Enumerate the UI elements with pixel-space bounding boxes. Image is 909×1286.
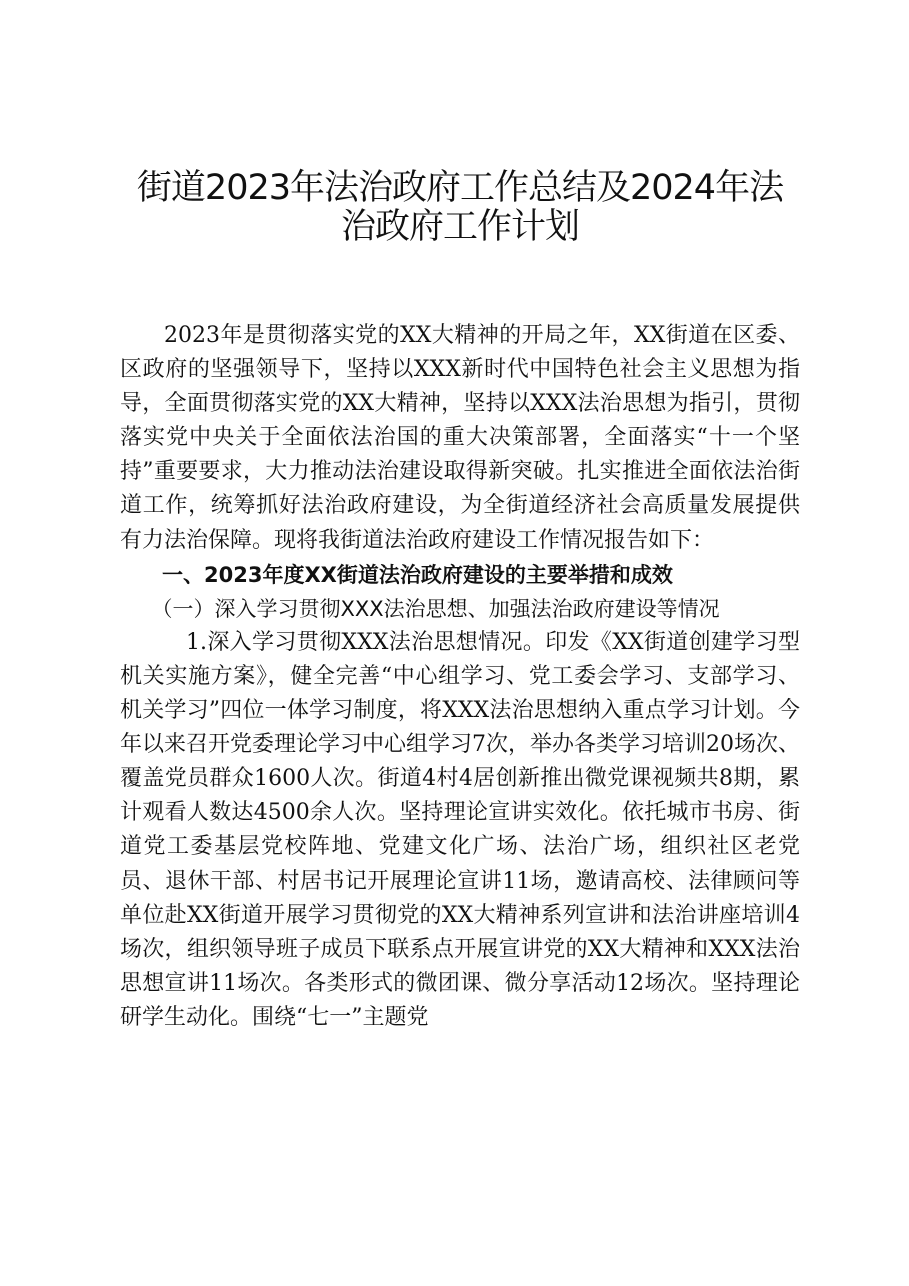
document-body bbox=[120, 319, 800, 1035]
subsection-heading-1: （一）深入学习贯彻XXX法治思想、加强法治政府建设等情况 bbox=[151, 596, 720, 621]
body-paragraph-1: 1.深入学习贯彻XXX法治思想情况。印发《XX街道创建学习型机关实施方案》，健全完善“中心组学习、党工委会学习、支部学习、机关学习”四位一体学习制度，将XXX法治思想纳入重点学习计划。今年以来召开党委理论学习中心组学习7次，举办各类学习培训20场次、覆盖党员群众1600人次。街道4村4居创新推出微党课视频共8期，累计观看人数达4500余人次。坚持理论宣讲实效化。依托城市书房、街道党工委基层党校阵地、党建文化广场、法治广场，组织社区老党员、退休干部、村居书记开展理论宣讲11场，邀请高校、法律顾问等单位赴XX街道开展学习贯彻党的XX大精神系列宣讲和法治讲座培训4场次，组织领导班子成员下联系点开展宣讲党的XX大精神和XXX法治思想宣讲11场次。各类形式的微团课、微分享活动12场次。坚持理论研学生动化。围绕“七一”主题党 bbox=[120, 629, 800, 1030]
section-heading-1: 一、2023年度XX街道法治政府建设的主要举措和成效 bbox=[162, 562, 673, 587]
intro-paragraph: 2023年是贯彻落实党的XX大精神的开局之年，XX街道在区委、区政府的坚强领导下，坚持以XXX新时代中国特色社会主义思想为指导，全面贯彻落实党的XX大精神，坚持以XXX法治思想为指引，贯彻落实党中央关于全面依法治国的重大决策部署，全面落实“十一个坚持”重要要求，大力推动法治建设取得新突破。扎实推进全面依法治街道工作，统筹抓好法治政府建设，为全街道经济社会高质量发展提供有力法治保障。现将我街道法治政府建设工作情况报告如下： bbox=[120, 323, 800, 553]
document-title-line-2: 治政府工作计划 bbox=[340, 207, 579, 247]
document-title-line-1: 街道2023年法治政府工作总结及2024年法 bbox=[136, 168, 784, 208]
